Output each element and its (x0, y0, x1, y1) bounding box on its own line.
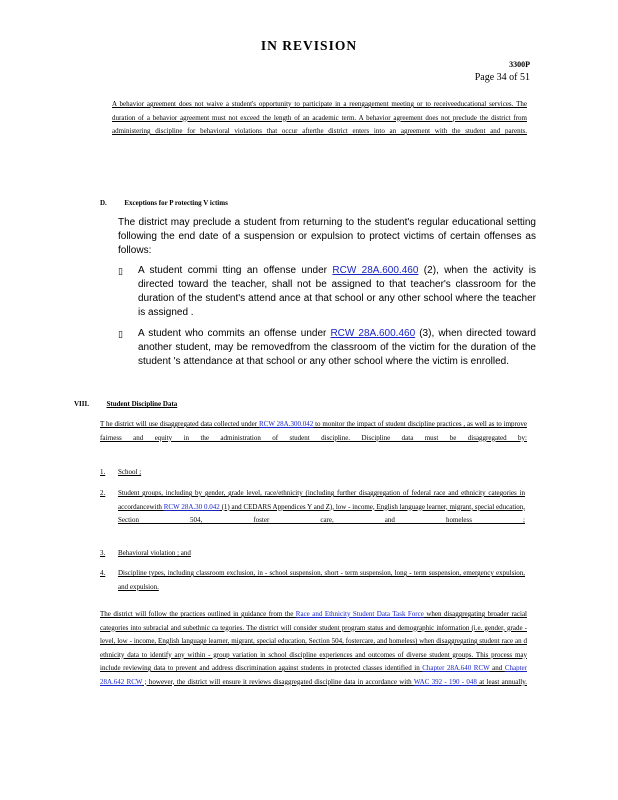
section-viii-heading (74, 400, 177, 408)
behavior-agreement-paragraph (112, 98, 527, 139)
rcw-28a-600-460-link-2[interactable]: RCW 28A.600.460 (330, 328, 416, 339)
bullet-1-text-before: A student commi tting an offense under (138, 265, 333, 276)
page-title: IN REVISION (260, 38, 358, 53)
list-item-text: School ; (118, 468, 142, 476)
section-d-heading (100, 199, 228, 207)
race-ethnicity-task-force-link[interactable]: Race and Ethnicity Student Data Task Force (295, 610, 424, 618)
bullet-2-text-before: A student who commits an offense under (138, 328, 331, 339)
section-d-title: Exceptions for P rotecting V ictims (124, 199, 228, 207)
list-item-text-before: Student groups, including by gender, grade level, race/ethnicity (including further disaggregation of federal race and ethnicity categories in accordancewith (118, 489, 525, 511)
section-viii-title: Student Discipline Data (106, 400, 178, 408)
list-item-text-after: (1) and CEDARS Appendices Y and Z), low - income, English language learner, migrant, special education, Section 504, foster care, and homeless ; (118, 502, 526, 524)
bullet-2-text-after: (3), when directed toward another student, may be removedfrom the classroom of the victim for the duration of the student 's attendance at that school or any other school where the victim is enrolled. (138, 328, 536, 367)
policy-number: 3300P (509, 60, 530, 69)
section-viii-intro (100, 418, 527, 445)
bullet-1-marker: ▯ (118, 266, 123, 276)
list-item-text (118, 487, 525, 528)
closing-text-1: The district will follow the practices outlined in guidance from the (100, 610, 296, 618)
chapter-28a-640-link[interactable]: Chapter 28A.640 RCW (422, 664, 490, 672)
rcw-28a-600-460-link-1[interactable]: RCW 28A.600.460 (332, 265, 419, 276)
list-item-number: 3. (100, 549, 106, 557)
bullet-2-marker: ▯ (118, 329, 123, 339)
rcw-28a-300-042-link[interactable]: RCW 28A.300.042 (258, 420, 314, 428)
section-viii-intro-after: to monitor the impact of student discipline practices , as well as to improve fairness and equity in the administration of student discipline. Discipline data must be disaggregated by: (100, 420, 527, 442)
bullet-1-text (138, 264, 536, 320)
section-d-intro: The district may preclude a student from returning to the student's regular educational setting following the end date of a suspension or expulsion to protect victims of certain offenses as follows: (118, 217, 536, 256)
closing-text-2: when disaggregating broader racial categories into subracial and subethnic ca tegories. The district will consider student program status and demographic information (i.e. gender, grade - level, low - income, English language learner, migrant, special education, Section 504, fostercare, and homeless) when disaggregating student race an d ethnicity data to identify any within - group variation in school discipline experiences and outcomes of diverse student groups. This process may include reviewing data to prevent and address discrimination against students in protected classes identified in (100, 610, 527, 672)
behavior-agreement-text: A behavior agreement does not waive a student's opportunity to participate in a reengagement meeting or to receiveeducational services. The duration of a behavior agreement must not exceed the length of an academic term. A behavior agreement does not preclude the district from administering discipline for behavioral violations that occur afterthe district enters into an agreement with the student and parents. (112, 100, 527, 135)
section-viii-label: VIII. (74, 400, 89, 408)
wac-392-190-048-link[interactable]: WAC 392 - 190 - 048 (413, 677, 477, 686)
closing-paragraph (100, 608, 527, 689)
rcw-28a-300-042-link-2[interactable]: RCW 28A.30 0.042 (163, 502, 220, 511)
bullet-1-text-after: (2), when the activity is directed toward the teacher, shall not be assigned to that teacher's classroom for the duration of the student's attend ance at that school or any other school where the teacher is assigned . (138, 265, 536, 318)
list-item-number: 4. (100, 569, 106, 577)
list-item-number: 1. (100, 468, 106, 476)
closing-text-4: ; however, the district will ensure it reviews disaggregated discipline data in accordance with (142, 677, 414, 686)
page-number: Page 34 of 51 (474, 72, 530, 83)
section-viii-intro-before: T he district will use disaggregated data collected under (100, 420, 259, 428)
chapter-28a-642-link[interactable]: Chapter 28A.642 RCW (100, 664, 527, 686)
list-item-text: Behavioral violation ; and (118, 549, 191, 557)
section-d-label: D. (100, 199, 107, 207)
closing-text-3: and (489, 664, 505, 672)
list-item-number: 2. (100, 489, 106, 497)
bullet-2-text (138, 327, 536, 369)
list-item-text: Discipline types, including classroom exclusion, in - school suspension, short - term suspension, long - term suspension, emergency expulsion, and expulsion. (118, 569, 525, 591)
closing-text-5: at least annually. (476, 677, 528, 686)
